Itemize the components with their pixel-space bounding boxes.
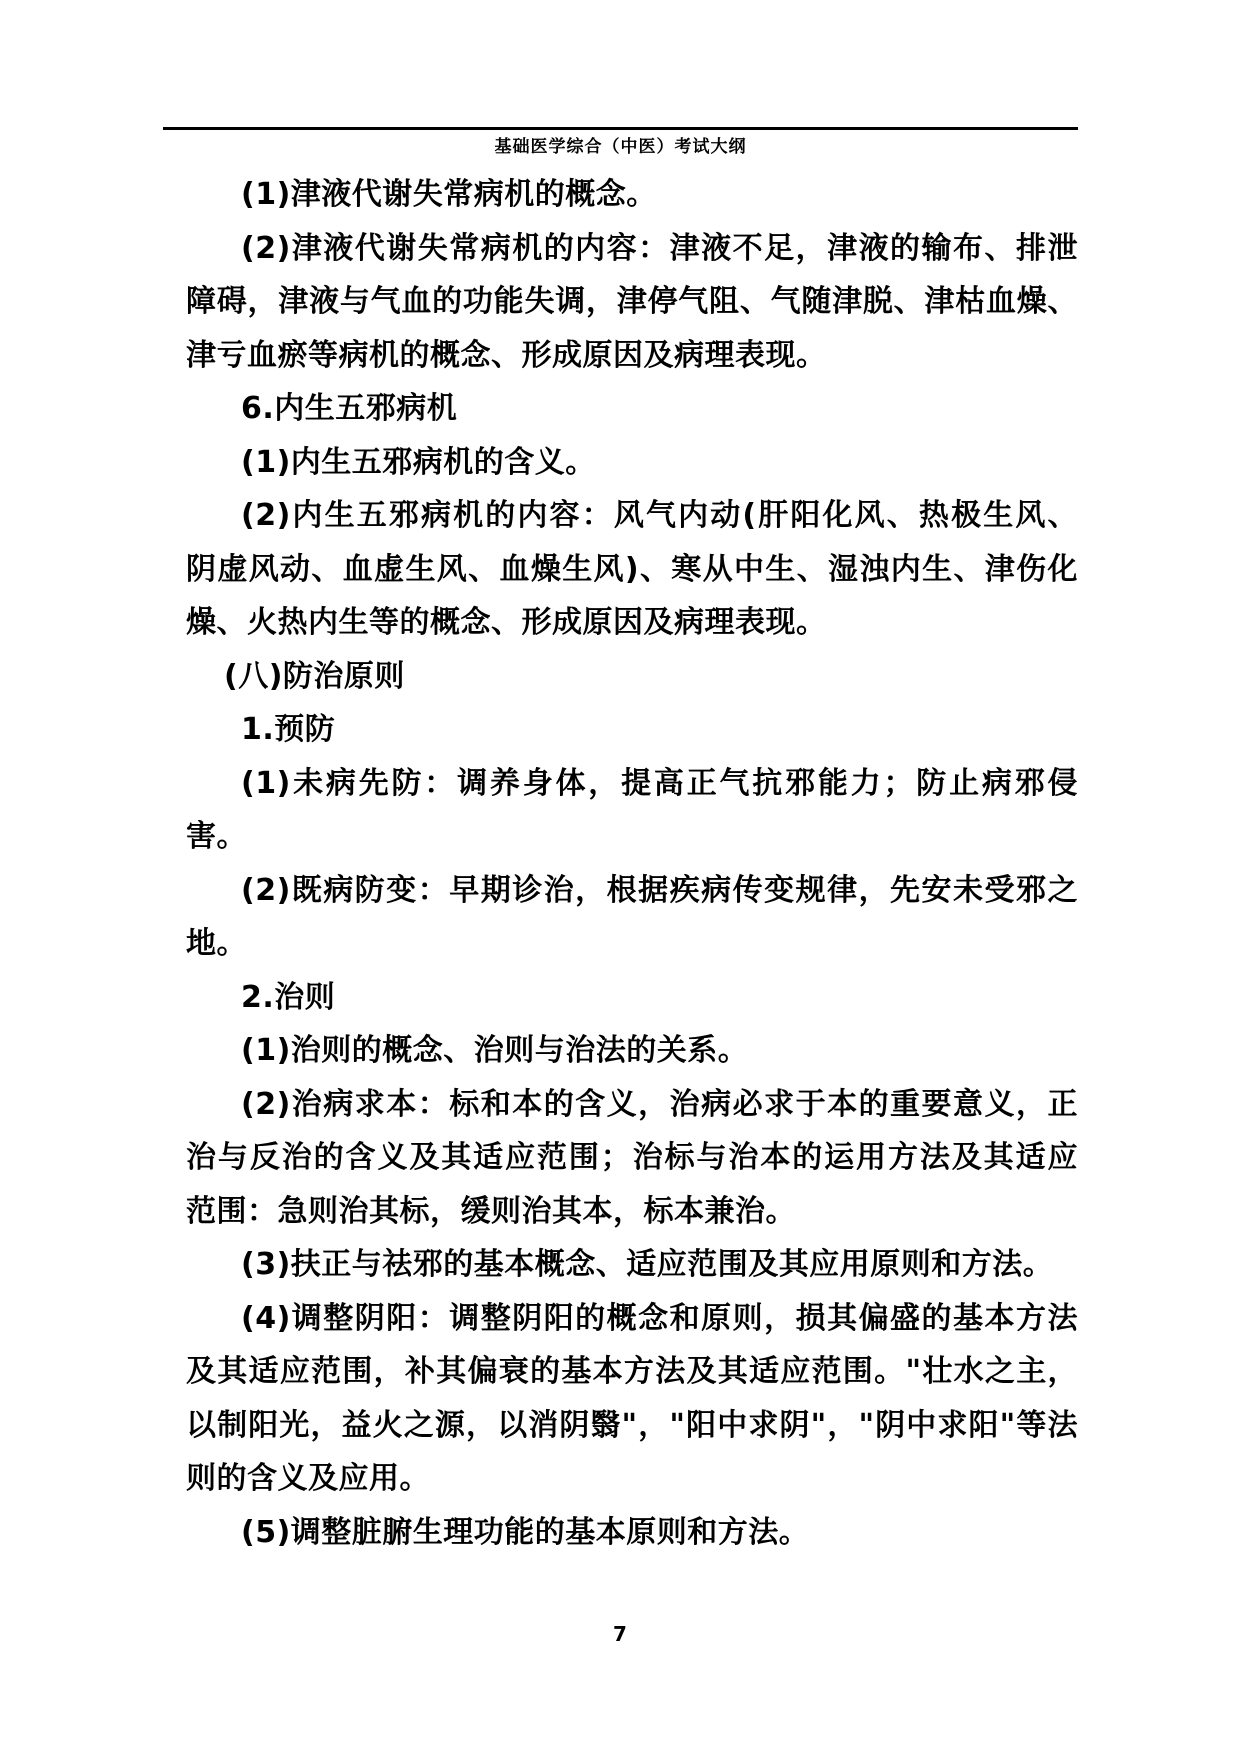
- body-line: (2)内生五邪病机的内容：风气内动(肝阳化风、热极生风、: [241, 498, 1078, 533]
- body-line: 1.预防: [241, 712, 336, 747]
- body-line: (2)治病求本：标和本的含义，治病必求于本的重要意义，正: [241, 1086, 1078, 1122]
- body-line: 阴虚风动、血虚生风、血燥生风)、寒从中生、湿浊内生、津伤化: [186, 551, 1078, 587]
- body-line: 以制阳光，益火之源，以消阴翳"，"阳中求阴"，"阴中求阳"等法: [186, 1407, 1078, 1443]
- body-line: 范围：急则治其标，缓则治其本，标本兼治。: [186, 1193, 796, 1229]
- body-line: (1)内生五邪病机的含义。: [241, 444, 596, 480]
- body-line: 障碍，津液与气血的功能失调，津停气阻、气随津脱、津枯血燥、: [186, 284, 1078, 319]
- body-line: 6.内生五邪病机: [241, 391, 458, 426]
- body-line: 害。: [186, 819, 247, 854]
- body-line: (4)调整阴阳：调整阴阳的概念和原则，损其偏盛的基本方法: [241, 1300, 1078, 1336]
- body-line: 治与反治的含义及其适应范围；治标与治本的运用方法及其适应: [186, 1140, 1078, 1175]
- body-line: (1)治则的概念、治则与治法的关系。: [241, 1033, 749, 1068]
- body-line: 2.治则: [241, 979, 336, 1015]
- page-number: 7: [613, 1622, 627, 1646]
- body-line: (1)未病先防：调养身体，提高正气抗邪能力；防止病邪侵: [241, 765, 1078, 801]
- body-line: (八)防治原则: [224, 658, 405, 694]
- header-rule: [163, 127, 1078, 130]
- body-line: 及其适应范围，补其偏衰的基本方法及其适应范围。"壮水之主，: [186, 1354, 1078, 1389]
- body-line: (3)扶正与祛邪的基本概念、适应范围及其应用原则和方法。: [241, 1247, 1054, 1282]
- body-line: 则的含义及应用。: [186, 1461, 430, 1496]
- body-line: 燥、火热内生等的概念、形成原因及病理表现。: [186, 605, 827, 640]
- page-header-title: 基础医学综合（中医）考试大纲: [494, 137, 747, 157]
- body-line: 津亏血瘀等病机的概念、形成原因及病理表现。: [186, 337, 827, 373]
- body-line: 地。: [186, 926, 247, 961]
- body-line: (5)调整脏腑生理功能的基本原则和方法。: [241, 1514, 810, 1550]
- document-body: [186, 168, 1078, 1559]
- body-line: (2)津液代谢失常病机的内容：津液不足，津液的输布、排泄: [241, 230, 1078, 266]
- body-line: (1)津液代谢失常病机的概念。: [241, 177, 657, 212]
- body-line: (2)既病防变：早期诊治，根据疾病传变规律，先安未受邪之: [241, 872, 1078, 908]
